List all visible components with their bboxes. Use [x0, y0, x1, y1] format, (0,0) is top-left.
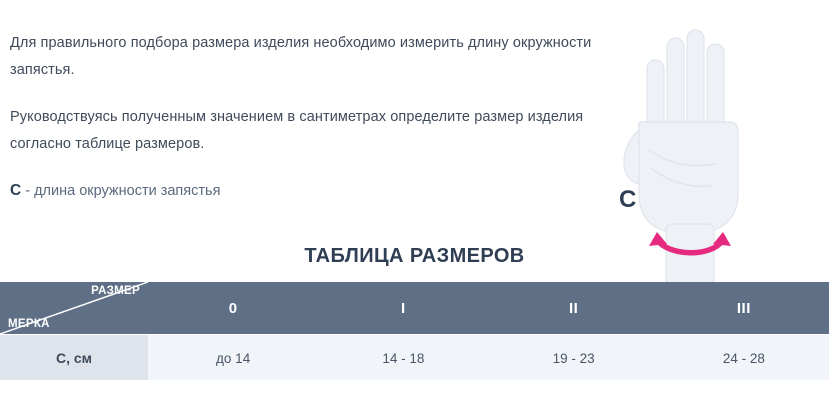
table-column-header-1: I — [401, 299, 406, 317]
table-header-row — [0, 282, 829, 334]
table-corner-cell — [0, 282, 148, 334]
instruction-paragraph-1: Для правильного подбора размера изделия необходимо измерить длину окружности запястья. — [10, 35, 592, 78]
table-cell-3: 24 - 28 — [722, 350, 765, 366]
table-column-header-0: 0 — [228, 299, 238, 317]
table-column-header-3: III — [736, 299, 751, 317]
table-cell-2: 19 - 23 — [552, 350, 595, 366]
instruction-paragraph-2: Руководствуясь полученным значением в сантиметрах определите размер изделия согласно таблице размеров. — [10, 109, 584, 152]
illustration-measure-label: C — [619, 186, 637, 213]
table-column-header-2: II — [568, 299, 579, 317]
legend — [10, 180, 630, 202]
instructions-block — [10, 30, 630, 202]
table-row — [0, 335, 829, 381]
corner-size-label: РАЗМЕР — [91, 285, 140, 297]
table-cell-0: до 14 — [216, 350, 251, 366]
legend-mark: C — [10, 182, 22, 199]
corner-measure-label: МЕРКА — [8, 318, 50, 330]
size-table — [0, 282, 829, 381]
bottom-spacer — [0, 380, 829, 414]
table-cell-1: 14 - 18 — [382, 350, 425, 366]
legend-text: - длина окружности запястья — [21, 183, 221, 199]
table-title: ТАБЛИЦА РАЗМЕРОВ — [304, 245, 525, 267]
table-row-header: C, см — [0, 335, 148, 381]
